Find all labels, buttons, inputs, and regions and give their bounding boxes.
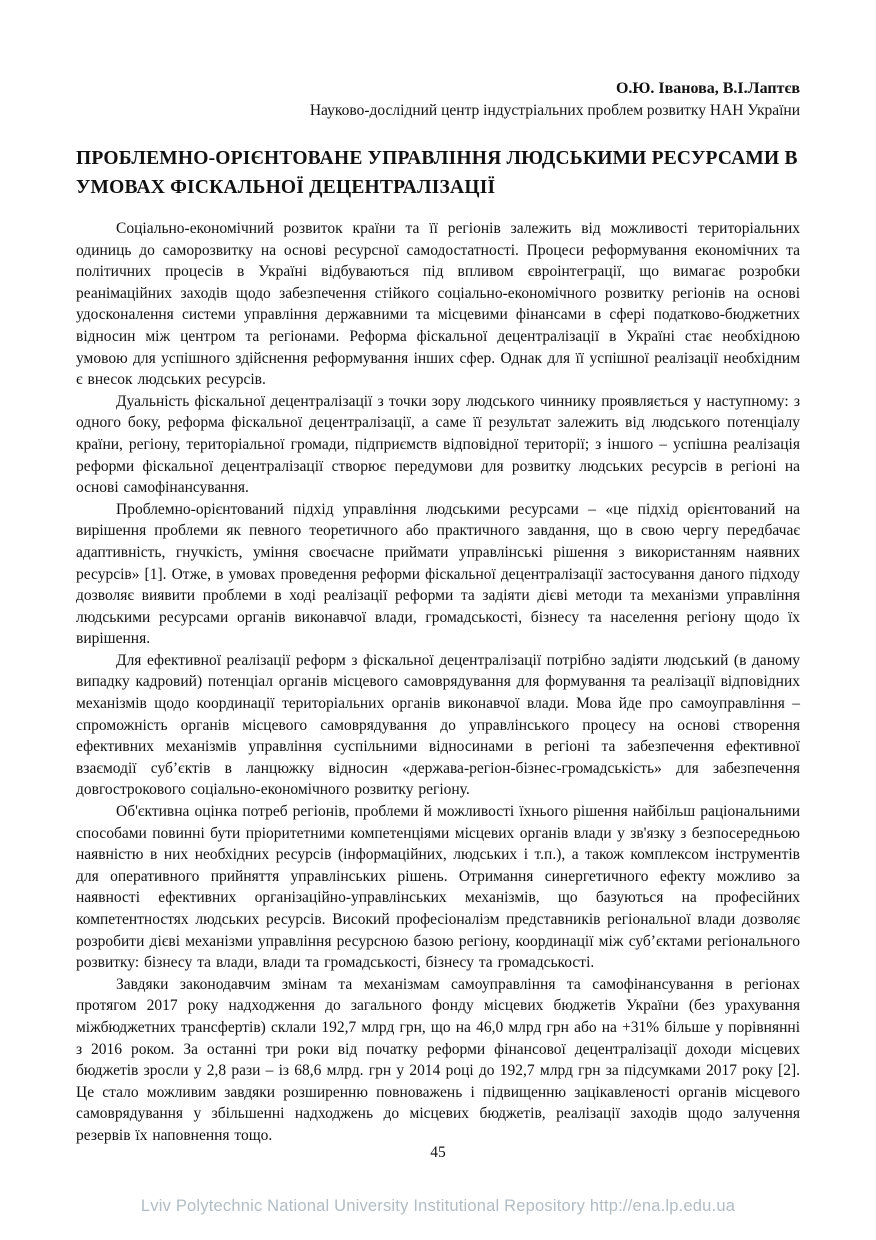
article-title: ПРОБЛЕМНО-ОРІЄНТОВАНЕ УПРАВЛІННЯ ЛЮДСЬКИМИ РЕСУРСАМИ В УМОВАХ ФІСКАЛЬНОЇ ДЕЦЕНТРАЛІЗАЦІЇ bbox=[76, 148, 798, 198]
page-content bbox=[76, 78, 800, 1147]
paragraph: Для ефективної реалізації реформ з фіскальної децентралізації потрібно задіяти людський (в даному випадку кадровий) потенціал органів місцевого самоврядування для формування та реалізації відповідних механізмів щодо координації територіальних органів виконавчої влади. Мова йде про самоуправління – спроможність органів місцевого самоврядування до управлінського процесу на основі створення ефективних механізмів управління суспільними відносинами в регіоні та забезпечення ефективної взаємодії суб’єктів в ланцюжку відносин «держава-регіон-бізнес-громадськість» для забезпечення довгострокового соціально-економічного розвитку регіону. bbox=[76, 651, 800, 799]
paragraph: Завдяки законодавчим змінам та механізмам самоуправління та самофінансування в регіонах протягом 2017 року надходження до загального фонду місцевих бюджетів України (без урахування міжбюджетних трансфертів) склали 192,7 млрд грн, що на 46,0 млрд грн або на +31% більше у порівнянні з 2016 роком. За останні три роки від початку реформи фінансової децентралізації доходи місцевих бюджетів зросли у 2,8 рази – із 68,6 млрд. грн у 2014 році до 192,7 млрд грн за підсумками 2017 року [2]. Це стало можливим завдяки розширенню повноважень і підвищенню зацікавленості органів місцевого самоврядування у збільшенні надходжень до місцевих бюджетів, реалізації заходів щодо залучення резервів їх наповнення тощо. bbox=[76, 975, 800, 1144]
paragraph: Об'єктивна оцінка потреб регіонів, проблеми й можливості їхнього рішення найбільш раціональними способами повинні бути пріоритетними компетенціями місцевих органів влади у зв'язку з безпосередньою наявністю в них необхідних ресурсів (інформаційних, людських і т.п.), а також комплексом інструментів для оперативного прийняття управлінських рішень. Отримання синергетичного ефекту можливо за наявності ефективних організаційно-управлінських механізмів, що базуються на професійних компетентностях людських ресурсів. Високий професіоналізм представників регіональної влади дозволяє розробити дієві механізми управління ресурсною базою регіону, координації між суб’єктами регіонального розвитку: бізнесу та влади, влади та громадськості, бізнесу та громадськості. bbox=[76, 803, 800, 972]
paragraph: Проблемно-орієнтований підхід управління людськими ресурсами – «це підхід орієнтований на вирішення проблеми як певного теоретичного або практичного завдання, що в свою чергу передбачає адаптивність, гнучкість, уміння своєчасне приймати управлінські рішення з використанням наявних ресурсів» [1]. Отже, в умовах проведення реформи фіскальної децентралізації застосування даного підходу дозволяє виявити проблеми в ході реалізації реформи та задіяти дієві методи та механізми управління людськими ресурсами органів виконавчої влади, громадськості, бізнесу та населення регіону щодо їх вирішення. bbox=[76, 500, 800, 648]
paragraph: Дуальність фіскальної децентралізації з точки зору людського чиннику проявляється у наступному: з одного боку, реформа фіскальної децентралізації, а саме її результат залежить від людського потенціалу країни, регіону, територіальної громади, підприємств відповідної території; з іншого – успішна реалізація реформи фіскальної децентралізації створює передумови для розвитку людських ресурсів в регіоні на основі самофінансування. bbox=[76, 392, 800, 497]
affiliation-line: Науково-дослідний центр індустріальних проблем розвитку НАН України bbox=[309, 102, 800, 119]
article-body bbox=[76, 218, 800, 1147]
repository-footer: Lviv Polytechnic National University Institutional Repository http://ena.lp.edu.ua bbox=[140, 1197, 736, 1215]
paragraph: Соціально-економічний розвиток країни та її регіонів залежить від можливості територіальних одиниць до саморозвитку на основі ресурсної самодостатності. Процеси реформування економічних та політичних процесів в Україні відбуваються під впливом євроінтеграції, що вимагає розробки реанімаційних заходів щодо забезпечення стійкого соціально-економічного розвитку регіонів на основі удосконалення системи управління державними та місцевими фінансами в сфері податково-бюджетних відносин між центром та регіонами. Реформа фіскальної децентралізації в Україні стає необхідною умовою для успішного здійснення реформування інших сфер. Однак для її успішної реалізації необхідним є внесок людських ресурсів. bbox=[76, 220, 800, 389]
page-number: 45 bbox=[430, 1144, 446, 1161]
author-line: О.Ю. Іванова, В.І.Лаптєв bbox=[615, 80, 800, 97]
